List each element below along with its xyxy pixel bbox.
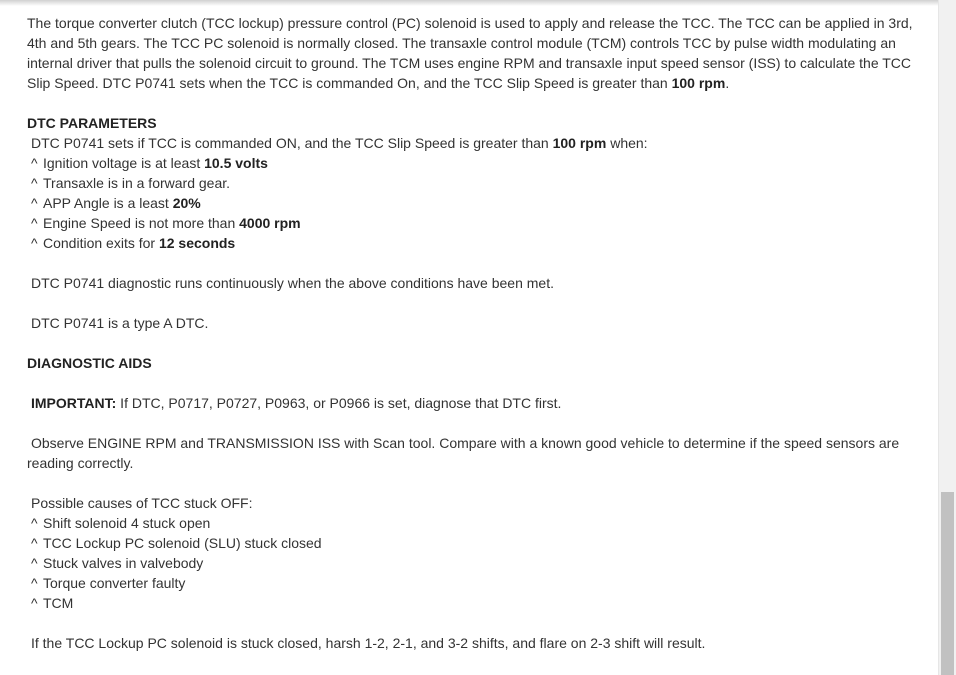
list-item: ^ TCC Lockup PC solenoid (SLU) stuck closed (31, 535, 322, 551)
caret-icon: ^ (31, 575, 38, 591)
important-note: IMPORTANT: If DTC, P0717, P0727, P0963, or P0966 is set, diagnose that DTC first. (31, 395, 562, 411)
diagnostic-runs-text: DTC P0741 diagnostic runs continuously when the above conditions have been met. (31, 275, 554, 291)
caret-icon: ^ (31, 515, 38, 531)
list-item: ^ Engine Speed is not more than 4000 rpm (31, 215, 301, 231)
list-item: ^ Shift solenoid 4 stuck open (31, 515, 211, 531)
caret-icon: ^ (31, 235, 38, 251)
diagnostic-aids-heading: DIAGNOSTIC AIDS (27, 355, 152, 371)
dtc-type-text: DTC P0741 is a type A DTC. (31, 315, 209, 331)
list-item: ^ Ignition voltage is at least 10.5 volts (31, 155, 268, 171)
list-item: ^ Torque converter faulty (31, 575, 186, 591)
caret-icon: ^ (31, 215, 38, 231)
vertical-scrollbar[interactable] (938, 0, 956, 675)
article-content (27, 13, 927, 653)
observe-paragraph: Observe ENGINE RPM and TRANSMISSION ISS with Scan tool. Compare with a known good vehicle to determine if the speed sensors are reading correctly. (27, 435, 900, 471)
caret-icon: ^ (31, 195, 38, 211)
list-item: ^ Condition exits for 12 seconds (31, 235, 236, 251)
result-paragraph: If the TCC Lockup PC solenoid is stuck closed, harsh 1-2, 2-1, and 3-2 shifts, and flare on 2-3 shift will result. (31, 635, 706, 651)
caret-icon: ^ (31, 155, 38, 171)
list-item: ^ Transaxle is in a forward gear. (31, 175, 231, 191)
intro-paragraph: The torque converter clutch (TCC lockup) pressure control (PC) solenoid is used to apply and release the TCC. The TCC can be applied in 3rd, 4th and 5th gears. The TCC PC solenoid is normally closed. The transaxle control module (TCM) controls TCC by pulse width modulating an internal driver that pulls the solenoid circuit to ground. The TCM uses engine RPM and transaxle input speed sensor (ISS) to calculate the TCC Slip Speed. DTC P0741 sets when the TCC is commanded On, and the TCC Slip Speed is greater than 100 rpm. (27, 15, 913, 91)
dtc-parameters-heading: DTC PARAMETERS (27, 115, 157, 131)
causes-heading: Possible causes of TCC stuck OFF: (31, 495, 253, 511)
dtc-parameters-lead: DTC P0741 sets if TCC is commanded ON, and the TCC Slip Speed is greater than 100 rpm when: (31, 135, 648, 151)
header-shadow (0, 0, 940, 6)
list-item: ^ Stuck valves in valvebody (31, 555, 204, 571)
caret-icon: ^ (31, 555, 38, 571)
list-item: ^ APP Angle is a least 20% (31, 195, 201, 211)
scrollbar-thumb[interactable] (941, 492, 954, 675)
caret-icon: ^ (31, 175, 38, 191)
caret-icon: ^ (31, 595, 38, 611)
list-item: ^ TCM (31, 595, 74, 611)
caret-icon: ^ (31, 535, 38, 551)
